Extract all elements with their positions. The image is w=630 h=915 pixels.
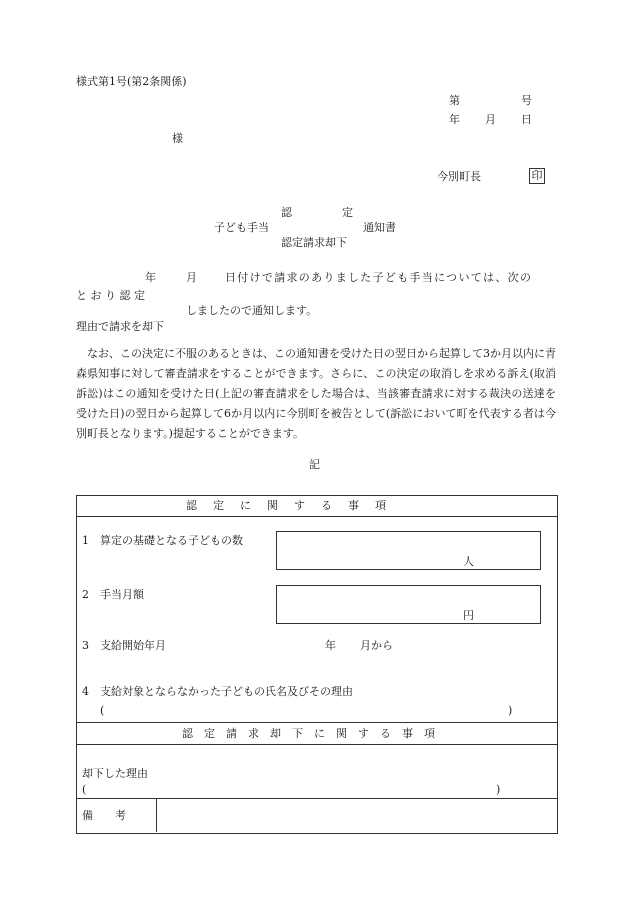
ki-heading: 記	[309, 458, 320, 471]
title-suffix: 通知書	[363, 221, 396, 234]
title-nin: 認	[281, 206, 292, 219]
item4-close-paren: )	[508, 704, 513, 717]
item2-unit: 円	[463, 609, 474, 622]
item1-label: 1 算定の基礎となる子どもの数	[82, 534, 243, 547]
date-day: 日	[521, 113, 532, 126]
issuer-name: 今別町長	[437, 170, 481, 183]
remarks-label: 備 考	[82, 809, 126, 822]
item3-label: 3 支給開始年月	[82, 639, 166, 652]
item3-month-from: 月から	[360, 639, 393, 652]
item4-label: 4 支給対象とならなかった子どもの氏名及びその理由	[82, 685, 353, 698]
body-line-approve: と お り 認 定	[76, 289, 145, 302]
item1-child-count-field	[276, 531, 541, 570]
date-year: 年	[449, 113, 460, 126]
reject-reason-label: 却下した理由	[82, 767, 148, 780]
body-line-reject: 理由で請求を却下	[76, 320, 164, 333]
reject-open-paren: (	[82, 783, 87, 796]
section-approval-header: 認定に関する事項	[186, 499, 402, 512]
seal-mark: 印	[529, 168, 545, 184]
document-number-go: 号	[521, 94, 532, 107]
document-number-dai: 第	[449, 94, 460, 107]
title-tei: 定	[342, 206, 353, 219]
body-year: 年	[145, 271, 156, 284]
item4-open-paren: (	[100, 704, 105, 717]
form-label: 様式第1号(第2条関係)	[76, 75, 187, 88]
body-date-text: 日付けで請求のありました子ども手当については、次の	[225, 271, 533, 284]
body-line-notify: しましたので通知します。	[186, 304, 318, 317]
appeal-notice: なお、この決定に不服のあるときは、この通知書を受けた日の翌日から起算して3か月以内に青森県知事に対して審査請求をすることができます。さらに、この決定の取消しを求める訴え(取消訴訟)はこの通知を受けた日(上記の審査請求をした場合は、当該審査請求に対する裁決の送達を受けた日)の翌日から起算して6か月以内に今別町を被告として(訴訟において町を代表する者は今別町長となります。)提起することができます。	[76, 347, 556, 440]
title-rejection: 認定請求却下	[281, 236, 347, 249]
item3-year: 年	[325, 639, 336, 652]
item2-monthly-amount-field	[276, 585, 541, 624]
reject-close-paren: )	[496, 783, 501, 796]
item1-unit: 人	[463, 555, 474, 568]
item2-label: 2 手当月額	[82, 588, 144, 601]
title-prefix: 子ども手当	[214, 221, 269, 234]
date-month: 月	[485, 113, 496, 126]
body-month: 月	[186, 271, 197, 284]
recipient-sama: 様	[172, 132, 183, 145]
section-rejection-header: 認定請求却下に関する事項	[182, 727, 446, 740]
